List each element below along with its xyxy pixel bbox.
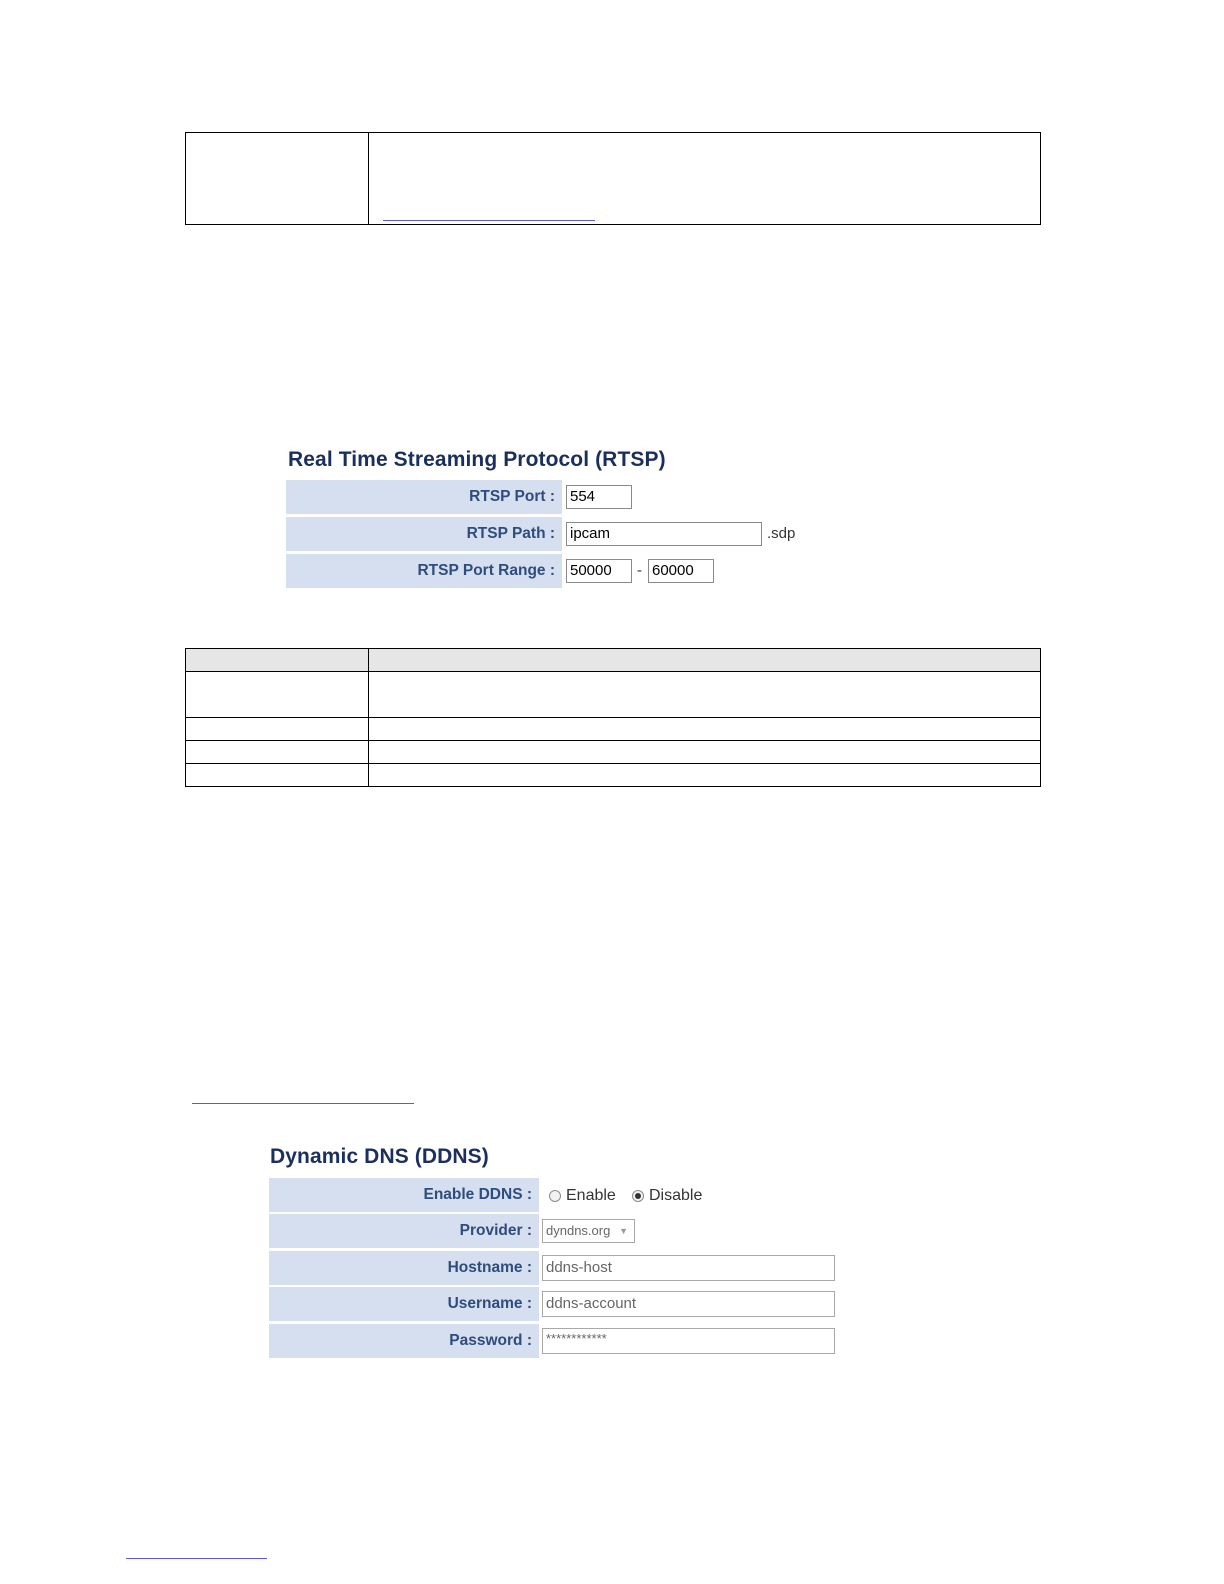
- table-row: [186, 672, 1041, 718]
- table-cell: [369, 672, 1041, 718]
- ddns-enable-label: Enable DDNS :: [269, 1178, 539, 1212]
- ddns-hostname-label: Hostname :: [269, 1251, 539, 1285]
- ddns-title: Dynamic DNS (DDNS): [270, 1145, 489, 1168]
- ddns-enable-row: [269, 1178, 849, 1212]
- ddns-disable-option[interactable]: Disable: [649, 1187, 703, 1204]
- top-table: [185, 132, 1041, 225]
- table-cell: [369, 718, 1041, 741]
- top-table-divider: [368, 133, 369, 224]
- rtsp-port-input[interactable]: 554: [566, 485, 632, 509]
- footer-link[interactable]: [126, 1558, 267, 1559]
- ddns-provider-select[interactable]: [542, 1219, 635, 1243]
- table-header-cell: [186, 649, 369, 672]
- ddns-password-row: [269, 1324, 849, 1358]
- rtsp-range-separator: -: [637, 562, 642, 579]
- table-cell: [186, 718, 369, 741]
- rtsp-path-row: [286, 517, 826, 551]
- rtsp-port-label: RTSP Port :: [286, 480, 562, 514]
- table-header-cell: [369, 649, 1041, 672]
- rtsp-range-end-input[interactable]: 60000: [648, 559, 714, 583]
- table-header-row: [186, 649, 1041, 672]
- ddns-username-label: Username :: [269, 1287, 539, 1321]
- table-cell: [186, 764, 369, 787]
- ddns-provider-row: [269, 1214, 849, 1248]
- rtsp-parameter-table: [185, 648, 1041, 787]
- table-cell: [186, 672, 369, 718]
- table-cell: [186, 741, 369, 764]
- table-cell: [369, 764, 1041, 787]
- ddns-hostname-input[interactable]: ddns-host: [542, 1255, 835, 1281]
- ddns-provider-label: Provider :: [269, 1214, 539, 1248]
- rtsp-port-row: [286, 480, 826, 514]
- ddns-username-row: [269, 1287, 849, 1321]
- rtsp-range-row: [286, 554, 826, 588]
- rtsp-range-start-input[interactable]: 50000: [566, 559, 632, 583]
- ddns-enable-option[interactable]: Enable: [566, 1187, 616, 1204]
- chevron-down-icon: ▼: [619, 1226, 628, 1236]
- top-table-link[interactable]: [383, 220, 595, 221]
- rtsp-range-label: RTSP Port Range :: [286, 554, 562, 588]
- rtsp-path-label: RTSP Path :: [286, 517, 562, 551]
- ddns-username-input[interactable]: ddns-account: [542, 1291, 835, 1317]
- ddns-reference-link[interactable]: [192, 1103, 414, 1104]
- ddns-provider-value: dyndns.org: [546, 1223, 611, 1238]
- rtsp-title: Real Time Streaming Protocol (RTSP): [288, 448, 666, 471]
- ddns-hostname-row: [269, 1251, 849, 1285]
- table-cell: [369, 741, 1041, 764]
- ddns-enable-radio[interactable]: [549, 1190, 561, 1202]
- table-row: [186, 741, 1041, 764]
- ddns-disable-radio[interactable]: [632, 1190, 644, 1202]
- ddns-password-label: Password :: [269, 1324, 539, 1358]
- table-row: [186, 718, 1041, 741]
- ddns-password-input[interactable]: ************: [542, 1328, 835, 1354]
- table-row: [186, 764, 1041, 787]
- rtsp-path-input[interactable]: ipcam: [566, 522, 762, 546]
- rtsp-path-suffix: .sdp: [767, 525, 796, 542]
